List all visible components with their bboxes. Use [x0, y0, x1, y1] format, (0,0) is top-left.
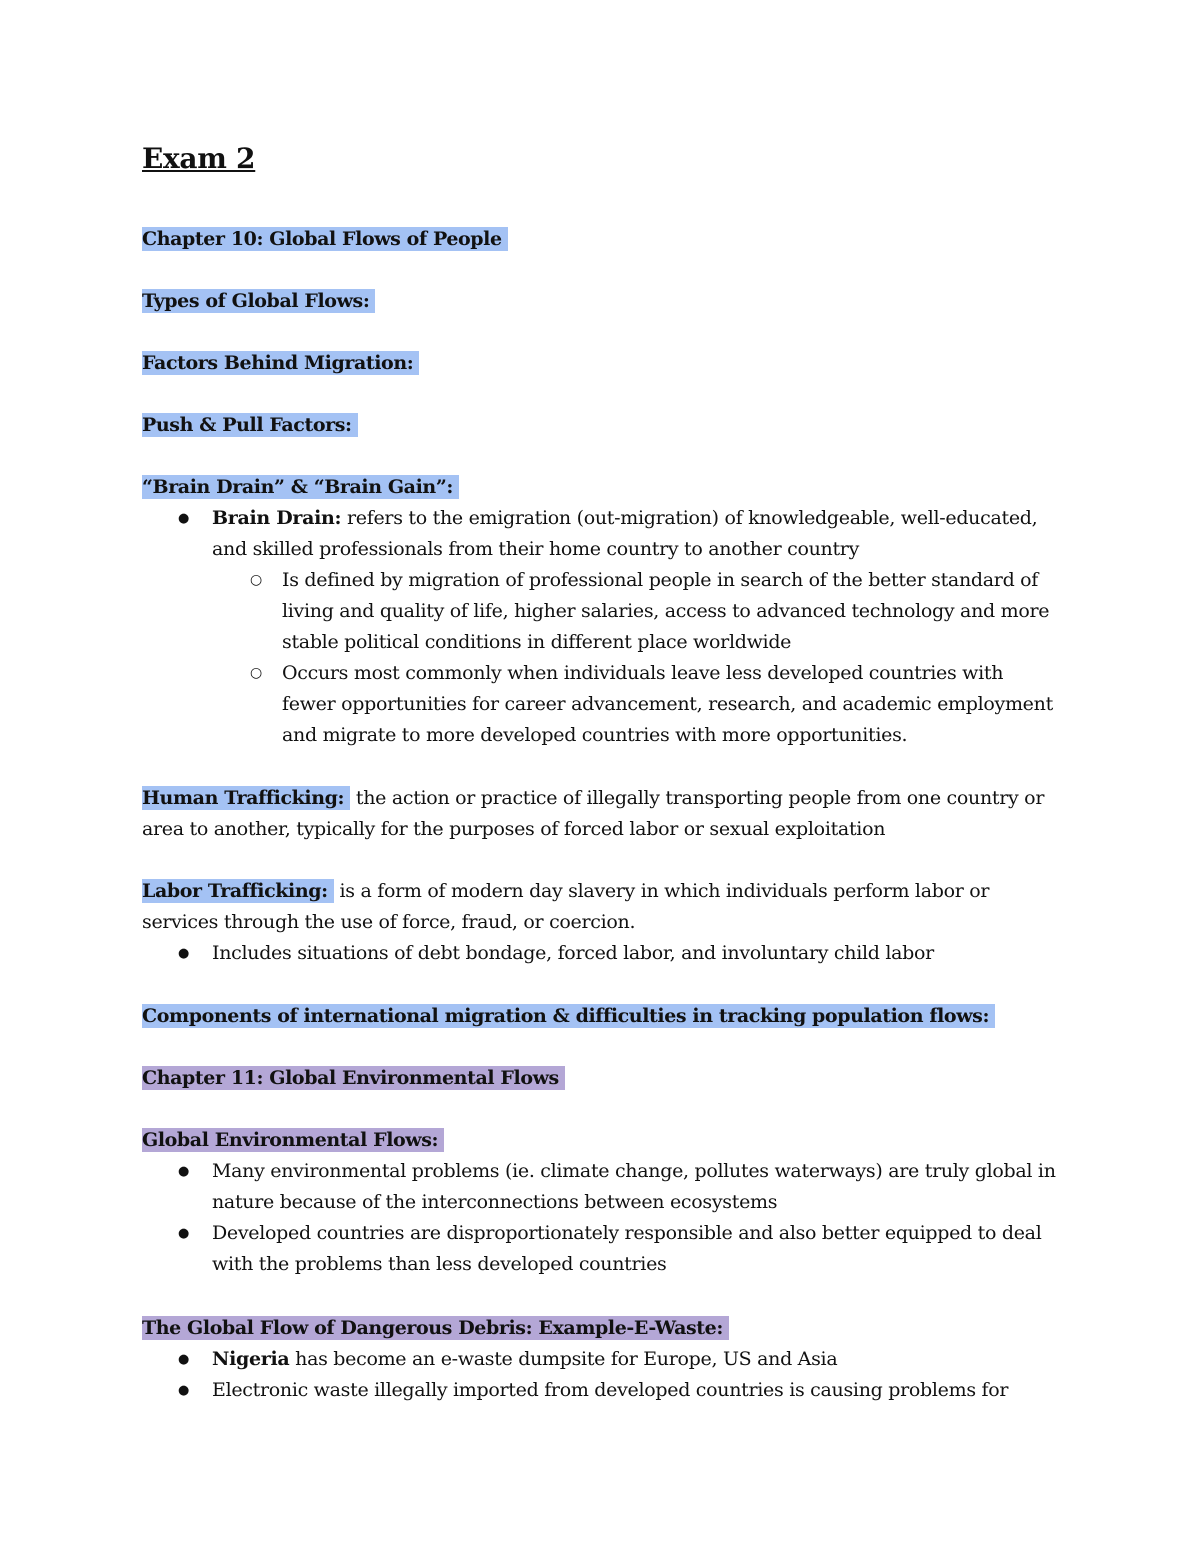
brain-drain-list	[142, 503, 1062, 751]
brain-drain-definition: refers to the emigration (out-migration) of knowledgeable, well-educated, and skilled professionals from their home country to another country	[212, 507, 1038, 560]
chapter-10-heading: Chapter 10: Global Flows of People	[142, 227, 508, 251]
brain-drain-section	[142, 472, 1062, 751]
factors-behind-migration-heading: Factors Behind Migration:	[142, 351, 419, 375]
factors-heading-block	[142, 348, 1062, 379]
page-title: Exam 2	[142, 142, 256, 175]
nigeria-term: Nigeria	[212, 1348, 290, 1370]
chapter-10-heading-block	[142, 224, 1062, 255]
list-item: ○ Is defined by migration of professional people in search of the better standard of living and quality of life, higher salaries, access to advanced technology and more stable political conditions in different place worldwide	[142, 565, 1062, 658]
list-item: ○ Occurs most commonly when individuals leave less developed countries with fewer opportunities for career advancement, research, and academic employment and migrate to more developed countries with more opportunities.	[142, 658, 1062, 751]
e-waste-list	[142, 1344, 1062, 1406]
global-environmental-flows-list	[142, 1156, 1062, 1280]
list-item	[142, 1344, 1062, 1375]
human-trafficking-definition: the action or practice of illegally transporting people from one country or area to another, typically for the purposes of forced labor or sexual exploitation	[142, 787, 1045, 840]
brain-drain-sublist	[212, 565, 1062, 751]
types-heading-block	[142, 286, 1062, 317]
push-pull-factors-heading: Push & Pull Factors:	[142, 413, 358, 437]
push-pull-heading-block	[142, 410, 1062, 441]
human-trafficking-term: Human Trafficking:	[142, 786, 350, 810]
components-heading: Components of international migration & difficulties in tracking population flows:	[142, 1004, 995, 1028]
list-item	[142, 503, 1062, 751]
types-of-global-flows-heading: Types of Global Flows:	[142, 289, 375, 313]
list-item: ● Electronic waste illegally imported from developed countries is causing problems for	[142, 1375, 1062, 1406]
list-item: ● Includes situations of debt bondage, forced labor, and involuntary child labor	[142, 938, 1062, 969]
list-item: ● Developed countries are disproportionately responsible and also better equipped to deal with the problems than less developed countries	[142, 1218, 1062, 1280]
chapter-11-heading: Chapter 11: Global Environmental Flows	[142, 1066, 565, 1090]
human-trafficking-paragraph	[142, 783, 1062, 845]
brain-drain-heading: “Brain Drain” & “Brain Gain”:	[142, 475, 459, 499]
global-environmental-flows-section	[142, 1125, 1062, 1280]
brain-drain-term: Brain Drain:	[212, 507, 342, 529]
labor-trafficking-list	[142, 938, 1062, 969]
labor-trafficking-term: Labor Trafficking:	[142, 879, 334, 903]
labor-trafficking-section	[142, 876, 1062, 969]
nigeria-text: has become an e-waste dumpsite for Europe, US and Asia	[289, 1348, 838, 1370]
chapter-11-heading-block	[142, 1063, 1062, 1094]
e-waste-heading: The Global Flow of Dangerous Debris: Example-E-Waste:	[142, 1316, 729, 1340]
global-environmental-flows-heading: Global Environmental Flows:	[142, 1128, 444, 1152]
list-item: ● Many environmental problems (ie. climate change, pollutes waterways) are truly global in nature because of the interconnections between ecosystems	[142, 1156, 1062, 1218]
e-waste-section	[142, 1313, 1062, 1406]
labor-trafficking-definition: is a form of modern day slavery in which individuals perform labor or services through the use of force, fraud, or coercion.	[142, 880, 990, 933]
components-heading-block	[142, 1001, 1142, 1032]
